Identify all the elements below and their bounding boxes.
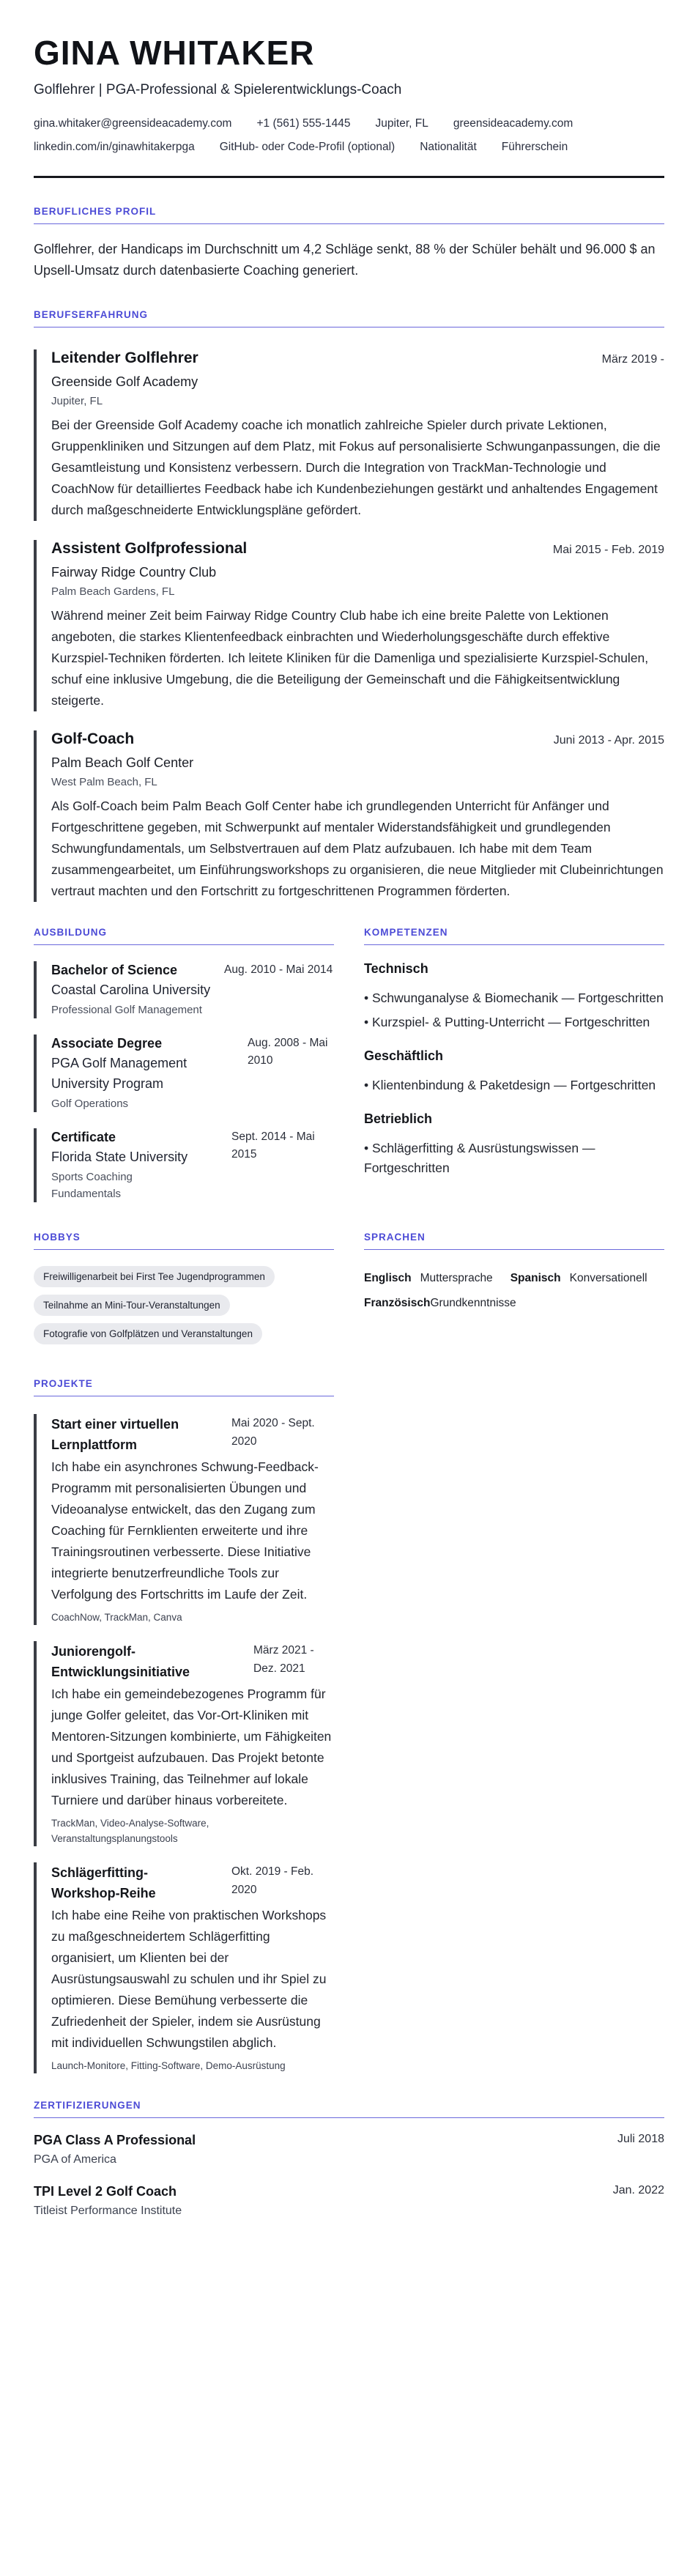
language-level: Muttersprache (420, 1272, 493, 1284)
experience-description: Während meiner Zeit beim Fairway Ridge Country Club habe ich eine breite Palette von Lektionen angeboten, die starkes Klientenfeedback einbrachten und Wiederholungsgeschäfte durch effektive Kurzspiel-Techniken förderten. Ich leitete Kliniken für die Damenliga und spezialisierte Kurzspiel-Schulen, schuf eine inklusive Umgebung, die die Beteiligung der Gemeinschaft und die Fähigkeitsentwicklung steigerte. (51, 608, 649, 708)
experience-location: Jupiter, FL (51, 395, 103, 407)
projects-section-title: PROJEKTE (34, 1378, 334, 1396)
project-date: Okt. 2019 - Feb. 2020 (231, 1865, 313, 1896)
hobbies-section-title: HOBBYS (34, 1232, 334, 1250)
project-description: Ich habe ein gemeindebezogenes Programm für junge Golfer geleitet, das Vor-Ort-Kliniken mit Mentoren-Sitzungen kombinierte, um Fähigkeiten und Sportgeist aufzubauen. Das Projekt betonte inklusives Training, das Teilnehmer auf lokale Turniere und darüber hinaus vorbereitete. (51, 1687, 332, 1807)
certifications-section (34, 2100, 664, 2218)
hobbies-section (34, 1232, 334, 1352)
skill-item: • Klientenbindung & Paketdesign — Fortgeschritten (364, 1078, 656, 1092)
language-name: Englisch (364, 1272, 412, 1284)
experience-section (34, 309, 664, 902)
education-field: Professional Golf Management (51, 1004, 202, 1016)
experience-date: Juni 2013 - Apr. 2015 (553, 734, 664, 747)
education-section-title: AUSBILDUNG (34, 927, 334, 945)
skills-section (364, 927, 664, 1202)
languages-section-title: SPRACHEN (364, 1232, 664, 1250)
project-tools: Launch-Monitore, Fitting-Software, Demo-Ausrüstung (51, 2060, 286, 2071)
education-degree: Certificate (51, 1130, 116, 1144)
contact-list (34, 117, 634, 154)
language-list (364, 1266, 664, 1316)
certification-issuer: Titleist Performance Institute (34, 2205, 182, 2217)
contact-email[interactable]: gina.whitaker@greensideacademy.com (34, 117, 232, 130)
resume-header (34, 34, 664, 178)
contact-phone[interactable]: +1 (561) 555-1445 (256, 117, 351, 130)
education-section (34, 927, 334, 1202)
experience-item (34, 540, 664, 711)
education-date: Sept. 2014 - Mai 2015 (231, 1130, 315, 1161)
education-item (34, 961, 334, 1018)
profile-section-title: BERUFLICHES PROFIL (34, 206, 664, 224)
experience-company: Greenside Golf Academy (51, 374, 198, 389)
project-name: Start einer virtuellen Lernplattform (51, 1417, 179, 1452)
hobby-chip: Teilnahme an Mini-Tour-Veranstaltungen (34, 1295, 230, 1316)
certification-item (34, 2133, 664, 2166)
project-tools: TrackMan, Video-Analyse-Software, Veranstaltungsplanungstools (51, 1818, 209, 1844)
project-name: Schlägerfitting-Workshop-Reihe (51, 1865, 156, 1900)
certifications-section-title: ZERTIFIZIERUNGEN (34, 2100, 664, 2118)
project-name: Juniorengolf-Entwicklungsinitiative (51, 1644, 190, 1679)
project-item (34, 1862, 334, 2073)
skill-item: • Schlägerfitting & Ausrüstungswissen — Fortgeschritten (364, 1141, 595, 1175)
certification-date: Juli 2018 (617, 2133, 664, 2145)
skill-group (364, 1111, 664, 1178)
skill-group (364, 1048, 664, 1095)
contact-nationality: Nationalität (420, 141, 477, 153)
education-degree: Bachelor of Science (51, 963, 178, 977)
skill-item: • Kurzspiel- & Putting-Unterricht — Fortgeschritten (364, 1015, 650, 1029)
hobby-chip: Freiwilligenarbeit bei First Tee Jugendprogrammen (34, 1266, 275, 1287)
candidate-headline: Golflehrer | PGA-Professional & Spielerentwicklungs-Coach (34, 82, 402, 97)
project-item (34, 1414, 334, 1625)
skill-category: Geschäftlich (364, 1048, 444, 1063)
project-tools: CoachNow, TrackMan, Canva (51, 1612, 182, 1623)
language-name: Französisch (364, 1297, 431, 1309)
skills-section-title: KOMPETENZEN (364, 927, 664, 945)
experience-description: Bei der Greenside Golf Academy coache ich monatlich zahlreiche Spieler durch private Lektionen, Gruppenkliniken und Sitzungen auf dem Platz, mit Fokus auf personalisierte Schwunganpassungen, die die Gesamtleistung und Konsistenz verbessern. Durch die Integration von TrackMan-Technologie und CoachNow für detailliertes Feedback habe ich Kundenbeziehungen gestärkt und anhaltendes Engagement durch maßgeschneiderte Entwicklungspläne gefördert. (51, 418, 661, 517)
certification-issuer: PGA of America (34, 2153, 116, 2166)
skill-category: Technisch (364, 961, 428, 976)
education-skills-row (34, 927, 664, 1202)
project-description: Ich habe eine Reihe von praktischen Workshops zu maßgeschneidertem Schlägerfitting organisiert, um Klienten bei der Ausrüstungsauswahl zu schulen und ihr Spiel zu optimieren. Diese Bemühung verbesserte die Zufriedenheit der Spieler, indem sie Ausrüstung mit individuellen Schwungstilen abglich. (51, 1908, 327, 2050)
experience-company: Fairway Ridge Country Club (51, 565, 217, 580)
contact-linkedin[interactable]: linkedin.com/in/ginawhitakerpga (34, 141, 195, 153)
education-item (34, 1128, 334, 1202)
experience-item (34, 349, 664, 521)
header-divider (34, 176, 664, 178)
education-school: Florida State University (51, 1150, 188, 1164)
projects-section (34, 1378, 334, 2073)
experience-description: Als Golf-Coach beim Palm Beach Golf Center habe ich grundlegenden Unterricht für Anfänger und Fortgeschrittene gegeben, mit Schwerpunkt auf mentaler Widerstandsfähigkeit und grundlegenden Schwungfundamentals, um Selbstvertrauen auf dem Platz aufzubauen. Ich habe mit dem Team zusammengearbeitet, um Einführungsworkshops zu organisieren, die neue Mitglieder mit Clubeinrichtungen vertraut machten und den Fortschritt zu fortgeschrittenen Programmen förderten. (51, 799, 664, 898)
education-school: PGA Golf Management University Program (51, 1056, 188, 1091)
experience-location: West Palm Beach, FL (51, 776, 157, 788)
certification-item (34, 2184, 664, 2218)
education-field: Sports Coaching Fundamentals (51, 1171, 133, 1200)
experience-company: Palm Beach Golf Center (51, 755, 194, 770)
experience-date: März 2019 - (601, 353, 664, 366)
experience-section-title: BERUFSERFAHRUNG (34, 309, 664, 327)
education-date: Aug. 2010 - Mai 2014 (224, 963, 333, 976)
hobby-chip: Fotografie von Golfplätzen und Veranstaltungen (34, 1323, 262, 1344)
language-level: Konversationell (569, 1272, 647, 1284)
contact-location: Jupiter, FL (375, 117, 428, 130)
certification-name: TPI Level 2 Golf Coach (34, 2184, 177, 2199)
skill-category: Betrieblich (364, 1111, 433, 1126)
language-name: Spanisch (510, 1272, 561, 1284)
project-description: Ich habe ein asynchrones Schwung-Feedback-Programm mit personalisierten Übungen und Videoanalyse entwickelt, das den Zugang zum Coaching für Fernklienten erweiterte und ihre Trainingsroutinen verbesserte. Diese Initiative integrierte benutzerfreundliche Tools zur Verfolgung des Fortschritts im Laufe der Zeit. (51, 1459, 319, 1602)
education-item (34, 1035, 334, 1112)
languages-section (364, 1232, 664, 1352)
experience-title: Leitender Golflehrer (51, 349, 198, 366)
experience-title: Assistent Golfprofessional (51, 540, 248, 557)
candidate-name: GINA WHITAKER (34, 34, 315, 72)
education-school: Coastal Carolina University (51, 982, 211, 997)
project-date: Mai 2020 - Sept. 2020 (231, 1417, 315, 1448)
profile-text: Golflehrer, der Handicaps im Durchschnitt um 4,2 Schläge senkt, 88 % der Schüler behält und 96.000 $ an Upsell-Umsatz durch datenbasierte Coaching generiert. (34, 242, 656, 278)
language-level: Grundkenntnisse (430, 1297, 516, 1309)
experience-item (34, 730, 664, 902)
experience-date: Mai 2015 - Feb. 2019 (552, 544, 664, 556)
education-date: Aug. 2008 - Mai 2010 (248, 1037, 328, 1067)
contact-license: Führerschein (501, 141, 568, 153)
certification-name: PGA Class A Professional (34, 2133, 196, 2147)
contact-github[interactable]: GitHub- oder Code-Profil (optional) (219, 141, 396, 153)
hobby-chip-list (34, 1266, 334, 1352)
experience-title: Golf-Coach (51, 730, 135, 747)
hobbies-languages-row (34, 1232, 664, 1352)
project-date: März 2021 - Dez. 2021 (253, 1644, 314, 1675)
certification-date: Jan. 2022 (612, 2184, 664, 2196)
project-item (34, 1641, 334, 1846)
skill-item: • Schwunganalyse & Biomechanik — Fortgeschritten (364, 991, 664, 1005)
skill-group (364, 961, 664, 1032)
education-field: Golf Operations (51, 1098, 129, 1110)
experience-location: Palm Beach Gardens, FL (51, 585, 175, 598)
profile-section (34, 206, 664, 281)
contact-website[interactable]: greensideacademy.com (453, 117, 573, 130)
education-degree: Associate Degree (51, 1036, 163, 1051)
